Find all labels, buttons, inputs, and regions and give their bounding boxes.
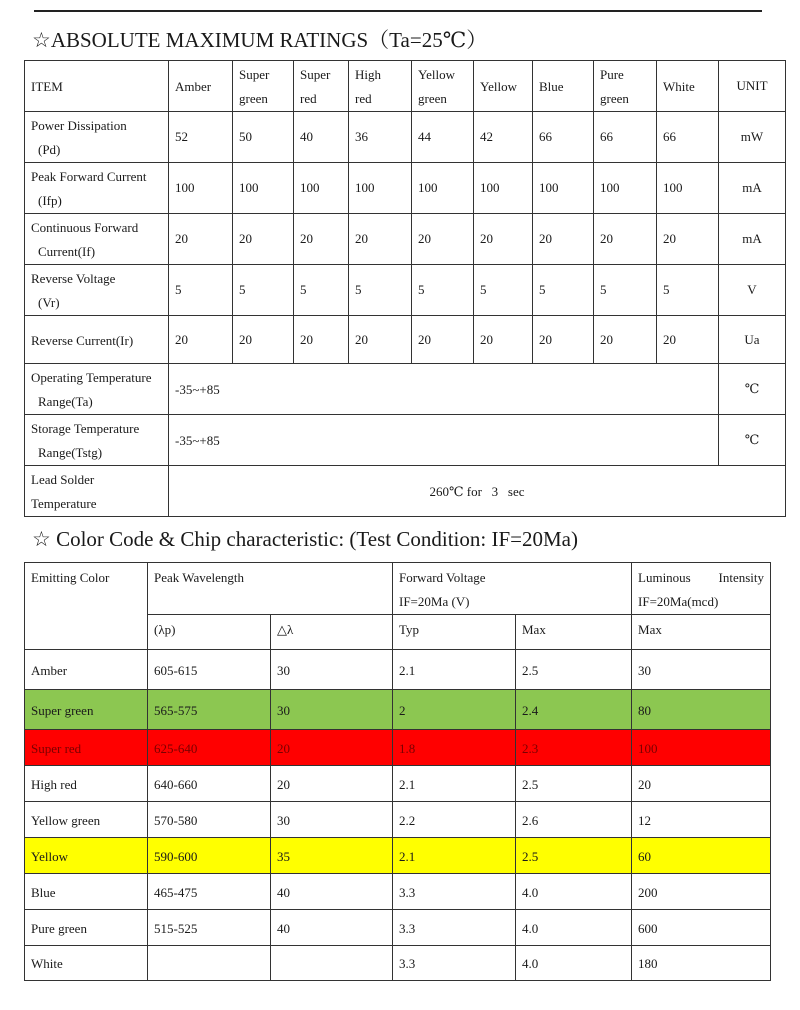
cell-peak: 515-525 [148,910,271,946]
cell-color: Blue [25,874,148,910]
row-value: 100 [233,163,294,214]
row-unit: mA [719,163,786,214]
cell-line: Blue [539,79,564,94]
row-value: 52 [169,112,233,163]
cell-line: Forward Voltage [399,570,486,585]
row-value: 20 [474,316,533,364]
row-unit: mW [719,112,786,163]
header-delta-lambda: △λ [271,615,393,650]
row-value: 100 [657,163,719,214]
row-label [25,364,169,415]
row-unit: mA [719,214,786,265]
row-label [25,112,169,163]
cell-delta: 30 [271,802,393,838]
row-value: 20 [233,214,294,265]
cell-line: High [355,67,381,82]
header-color-8 [657,61,719,112]
header-peak-wavelength: Peak Wavelength [148,563,393,615]
cell-delta: 40 [271,910,393,946]
ratings-header-row [25,61,786,112]
cell-line: Super [300,67,331,82]
cell-line: Reverse Current(Ir) [31,332,134,348]
cell-line: Power Dissipation [31,118,127,133]
cell-delta: 30 [271,690,393,730]
cell-line: Range(Ta) [38,394,93,409]
row-value: 20 [294,214,349,265]
row-value: 20 [657,316,719,364]
row-value: 66 [594,112,657,163]
cell-color: High red [25,766,148,802]
cell-luminous: 180 [632,946,771,981]
row-value: 5 [412,265,474,316]
cell-luminous: 30 [632,650,771,690]
cell-peak: 590-600 [148,838,271,874]
cell-typ: 2 [393,690,516,730]
chip-row [25,766,771,802]
row-value: 5 [657,265,719,316]
row-unit: ℃ [719,364,786,415]
header-emitting-color: Emitting Color [25,563,148,650]
cell-typ: 3.3 [393,946,516,981]
cell-line: Range(Tstg) [38,445,103,460]
row-value: 100 [594,163,657,214]
row-value: 100 [349,163,412,214]
cell-delta [271,946,393,981]
cell-luminous: 100 [632,730,771,766]
absolute-maximum-ratings-table [24,60,786,517]
cell-line: green [600,91,629,106]
row-value: 20 [533,316,594,364]
cell-luminous: 60 [632,838,771,874]
cell-max: 2.5 [516,766,632,802]
cell-luminous: 200 [632,874,771,910]
header-color-3 [349,61,412,112]
cell-line: red [355,91,372,106]
cell-max: 2.4 [516,690,632,730]
row-label [25,415,169,466]
header-forward-voltage [393,563,632,615]
row-value: 20 [349,316,412,364]
chip-row [25,946,771,981]
cell-delta: 40 [271,874,393,910]
cell-color: Super green [25,690,148,730]
header-unit: UNIT [719,61,786,112]
cell-max: 4.0 [516,910,632,946]
cell-color: Amber [25,650,148,690]
chip-row [25,650,771,690]
row-value: 20 [594,316,657,364]
row-value: 36 [349,112,412,163]
row-value: 42 [474,112,533,163]
cell-luminous: 600 [632,910,771,946]
cell-line: White [663,79,695,94]
ratings-row [25,214,786,265]
row-value: 5 [233,265,294,316]
cell-max: 2.5 [516,838,632,874]
cell-peak: 465-475 [148,874,271,910]
row-value: 100 [533,163,594,214]
row-value: 50 [233,112,294,163]
row-unit: Ua [719,316,786,364]
header-color-1 [233,61,294,112]
chip-row [25,874,771,910]
row-value: 20 [349,214,412,265]
row-value: 5 [474,265,533,316]
cell-color: Yellow [25,838,148,874]
cell-delta: 30 [271,650,393,690]
color-code-title: ☆ Color Code & Chip characteristic: (Test Condition: IF=20Ma) [32,527,578,551]
cell-max: 2.3 [516,730,632,766]
row-label [25,214,169,265]
color-code-table-body [25,563,771,981]
cell-line: green [418,91,447,106]
row-unit: V [719,265,786,316]
cell-line: Temperature [31,496,97,511]
cell-luminous: 12 [632,802,771,838]
cell-peak: 570-580 [148,802,271,838]
row-value: 5 [594,265,657,316]
color-code-table [24,562,771,981]
ratings-span-row [25,364,786,415]
cell-peak: 565-575 [148,690,271,730]
row-span-value: -35~+85 [169,364,719,415]
cell-luminous: 20 [632,766,771,802]
header-lambda-p: (λp) [148,615,271,650]
row-value: 5 [294,265,349,316]
row-value: 5 [169,265,233,316]
row-value: 100 [412,163,474,214]
cell-line: Pure [600,67,624,82]
chip-header-row [25,563,771,615]
row-value: 100 [294,163,349,214]
header-color-4 [412,61,474,112]
cell-typ: 3.3 [393,910,516,946]
intensity-word: Intensity [718,570,765,585]
absolute-maximum-ratings-title: ☆ABSOLUTE MAXIMUM RATINGS（Ta=25℃） [32,28,488,52]
cell-line: green [239,91,268,106]
header-typ: Typ [393,615,516,650]
row-value: 20 [533,214,594,265]
cell-typ: 2.2 [393,802,516,838]
cell-line: Super [239,67,270,82]
cell-max: 4.0 [516,946,632,981]
luminous-word: Luminous [638,570,691,585]
cell-line: red [300,91,317,106]
row-value: 5 [533,265,594,316]
ratings-table-body [25,61,786,517]
row-value: 20 [412,316,474,364]
row-span-value: -35~+85 [169,415,719,466]
cell-line: Peak Forward Current [31,169,147,184]
row-label [25,265,169,316]
chip-row [25,910,771,946]
header-max-voltage: Max [516,615,632,650]
ratings-row [25,316,786,364]
ratings-row [25,265,786,316]
header-color-7 [594,61,657,112]
cell-line: Yellow [418,67,455,82]
row-value: 20 [474,214,533,265]
ratings-row [25,112,786,163]
header-item: ITEM [25,61,169,112]
cell-line: Operating Temperature [31,370,152,385]
row-value: 20 [294,316,349,364]
cell-typ: 3.3 [393,874,516,910]
cell-delta: 20 [271,730,393,766]
cell-delta: 35 [271,838,393,874]
row-label [25,316,169,364]
luminous-condition: IF=20Ma(mcd) [638,594,719,609]
cell-line: Yellow [480,79,517,94]
header-color-2 [294,61,349,112]
cell-peak: 625-640 [148,730,271,766]
row-value: 20 [169,214,233,265]
row-value: 66 [533,112,594,163]
cell-color: White [25,946,148,981]
cell-max: 2.5 [516,650,632,690]
chip-row [25,838,771,874]
cell-luminous: 80 [632,690,771,730]
cell-peak [148,946,271,981]
cell-line: (Pd) [38,142,61,157]
row-value: 100 [474,163,533,214]
row-value: 20 [169,316,233,364]
cell-typ: 2.1 [393,838,516,874]
row-label [25,163,169,214]
row-value: 20 [657,214,719,265]
cell-line: Amber [175,79,212,94]
cell-line: (Ifp) [38,193,62,208]
row-label [25,466,169,517]
luminous-label-line [638,566,764,590]
header-color-5 [474,61,533,112]
header-color-6 [533,61,594,112]
row-value: 100 [169,163,233,214]
ratings-row [25,163,786,214]
row-value: 20 [233,316,294,364]
cell-typ: 1.8 [393,730,516,766]
cell-peak: 640-660 [148,766,271,802]
cell-line: Reverse Voltage [31,271,116,286]
header-luminous-intensity [632,563,771,615]
cell-line: (Vr) [38,295,60,310]
cell-line: Current(If) [38,244,96,259]
row-value: 20 [594,214,657,265]
cell-peak: 605-615 [148,650,271,690]
row-value: 66 [657,112,719,163]
cell-max: 2.6 [516,802,632,838]
chip-row [25,730,771,766]
chip-row [25,802,771,838]
cell-color: Yellow green [25,802,148,838]
cell-line: Continuous Forward [31,220,139,235]
cell-color: Pure green [25,910,148,946]
cell-line: Storage Temperature [31,421,140,436]
ratings-solder-row [25,466,786,517]
cell-max: 4.0 [516,874,632,910]
top-rule [34,10,762,12]
row-span-value: 260℃ for 3 sec [169,466,786,517]
ratings-span-row [25,415,786,466]
row-value: 20 [412,214,474,265]
header-max-luminous: Max [632,615,771,650]
header-color-0 [169,61,233,112]
row-value: 40 [294,112,349,163]
cell-color: Super red [25,730,148,766]
cell-line: IF=20Ma (V) [399,594,470,609]
cell-typ: 2.1 [393,650,516,690]
cell-typ: 2.1 [393,766,516,802]
row-value: 44 [412,112,474,163]
cell-line: Lead Solder [31,472,95,487]
row-unit: ℃ [719,415,786,466]
cell-delta: 20 [271,766,393,802]
row-value: 5 [349,265,412,316]
chip-row [25,690,771,730]
